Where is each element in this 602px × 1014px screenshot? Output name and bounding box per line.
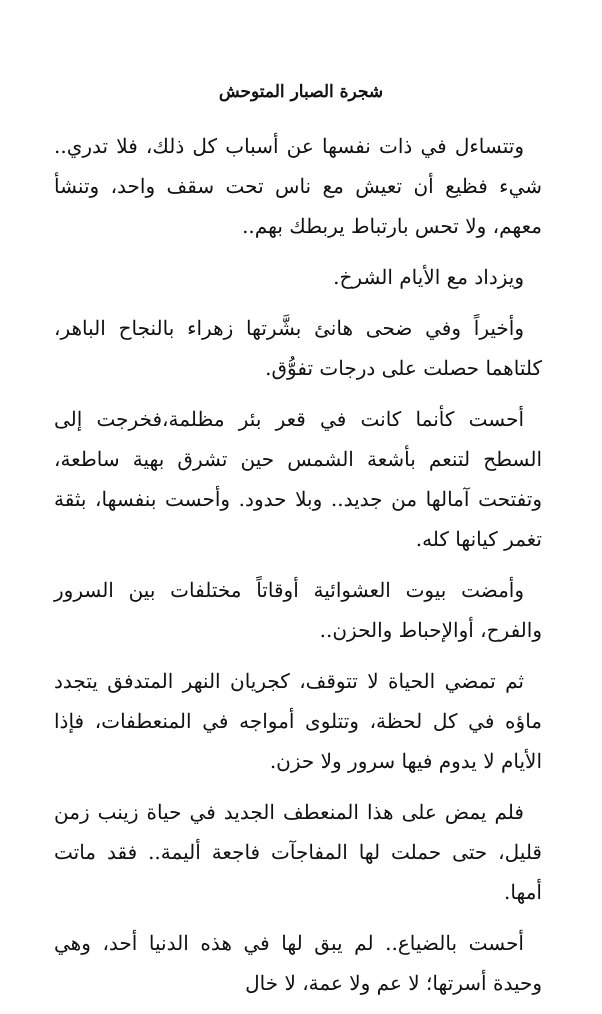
paragraph: ثم تمضي الحياة لا تتوقف، كجريان النهر المتدفق يتجدد ماؤه في كل لحظة، وتتلوى أمواجه في المنعطفات، فإذا الأيام لا يدوم فيها سرور ولا حزن. (54, 669, 542, 773)
paragraph: وأمضت بيوت العشوائية أوقاتاً مختلفات بين السرور والفرح، أوالإحباط والحزن.. (54, 578, 542, 642)
body-text (54, 126, 542, 1014)
paragraph: وتتساءل في ذات نفسها عن أسباب كل ذلك، فلا تدري.. شيء فظيع أن تعيش مع ناس تحت سقف واحد، وتنشأ معهم، ولا تحس بارتباط يربطك بهم.. (54, 134, 542, 238)
paragraph: أحست كأنما كانت في قعر بئر مظلمة،فخرجت إلى السطح لتنعم بأشعة الشمس حين تشرق بهية ساطعة، وتفتحت آمالها من جديد.. وبلا حدود. وأحست بنفسها، بثقة تغمر كيانها كله. (54, 407, 542, 551)
paragraph: أحست بالضياع.. لم يبق لها في هذه الدنيا أحد، وهي وحيدة أسرتها؛ لا عم ولا عمة، لا خال (54, 931, 542, 995)
paragraph: فلم يمض على هذا المنعطف الجديد في حياة زينب زمن قليل، حتى حملت لها المفاجآت فاجعة أليمة.. فقد ماتت أمها. (54, 800, 542, 904)
paragraph: ويزداد مع الأيام الشرخ. (333, 265, 524, 289)
page-header-title: شجرة الصبار المتوحش (218, 82, 384, 102)
paragraph: وأخيراً وفي ضحى هانئ بشَّرتها زهراء بالنجاح الباهر، كلتاهما حصلت على درجات تفوُّق. (54, 316, 542, 380)
